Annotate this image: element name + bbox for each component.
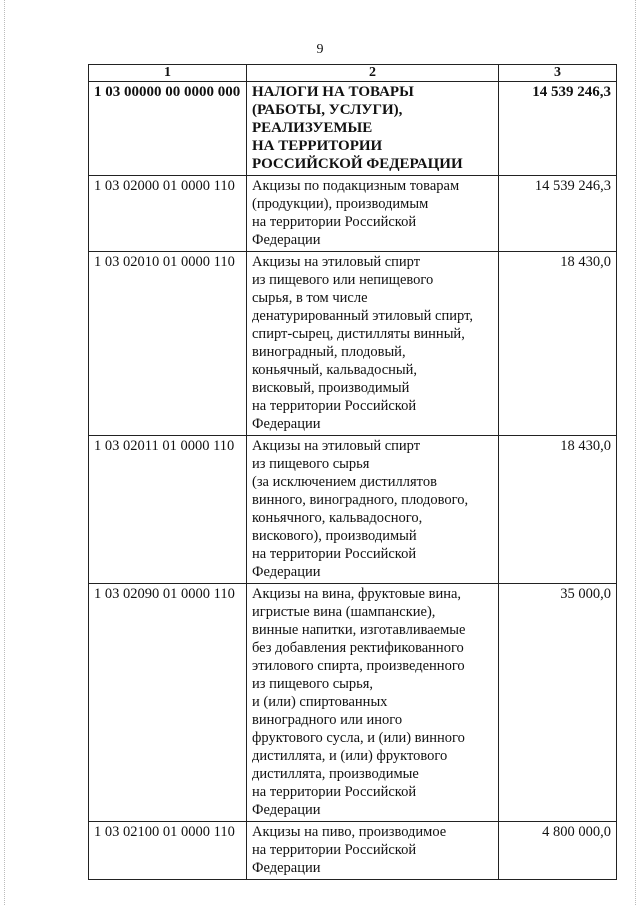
- row-amount: 4 800 000,0: [499, 822, 617, 880]
- table-row: [89, 436, 617, 584]
- row-name: Акцизы на пиво, производимое на территории Российской Федерации: [247, 822, 499, 880]
- row-code: 1 03 02010 01 0000 110: [89, 252, 247, 436]
- row-amount: 14 539 246,3: [499, 176, 617, 252]
- row-amount: 35 000,0: [499, 584, 617, 822]
- table-row: [89, 252, 617, 436]
- scan-edge-right: [635, 0, 636, 905]
- page-number: 9: [316, 42, 324, 57]
- revenue-table: [88, 64, 617, 880]
- column-header-amount: 3: [499, 65, 617, 82]
- row-code: 1 03 02090 01 0000 110: [89, 584, 247, 822]
- table-row: [89, 822, 617, 880]
- row-code: 1 03 02100 01 0000 110: [89, 822, 247, 880]
- row-code: 1 03 00000 00 0000 000: [89, 82, 247, 176]
- row-name: Акцизы на вина, фруктовые вина, игристые вина (шампанские), винные напитки, изготавливаемые без добавления ректификованного этилового спирта, произведенного из пищевого сырья, и (или) спиртованных виноградного или иного фруктового сусла, и (или) винного дистиллята, и (или) фруктового дистиллята, производимые на территории Российской Федерации: [247, 584, 499, 822]
- column-header-code: 1: [89, 65, 247, 82]
- row-amount: 18 430,0: [499, 252, 617, 436]
- column-header-name: 2: [247, 65, 499, 82]
- row-code: 1 03 02011 01 0000 110: [89, 436, 247, 584]
- row-name: Акцизы на этиловый спирт из пищевого сырья (за исключением дистиллятов винного, виноградного, плодового, коньячного, кальвадосного, вискового), производимый на территории Российской Федерации: [247, 436, 499, 584]
- table-row: [89, 176, 617, 252]
- row-code: 1 03 02000 01 0000 110: [89, 176, 247, 252]
- scan-edge-left: [4, 0, 5, 905]
- row-name: Акцизы на этиловый спирт из пищевого или непищевого сырья, в том числе денатурированный этиловый спирт, спирт-сырец, дистилляты винный, виноградный, плодовый, коньячный, кальвадосный, висковый, производимый на территории Российской Федерации: [247, 252, 499, 436]
- table-header-row: [89, 65, 617, 82]
- table-row: [89, 82, 617, 176]
- row-name: НАЛОГИ НА ТОВАРЫ (РАБОТЫ, УСЛУГИ), РЕАЛИЗУЕМЫЕ НА ТЕРРИТОРИИ РОССИЙСКОЙ ФЕДЕРАЦИИ: [247, 82, 499, 176]
- row-amount: 14 539 246,3: [499, 82, 617, 176]
- row-amount: 18 430,0: [499, 436, 617, 584]
- table-row: [89, 584, 617, 822]
- row-name: Акцизы по подакцизным товарам (продукции), производимым на территории Российской Федерации: [247, 176, 499, 252]
